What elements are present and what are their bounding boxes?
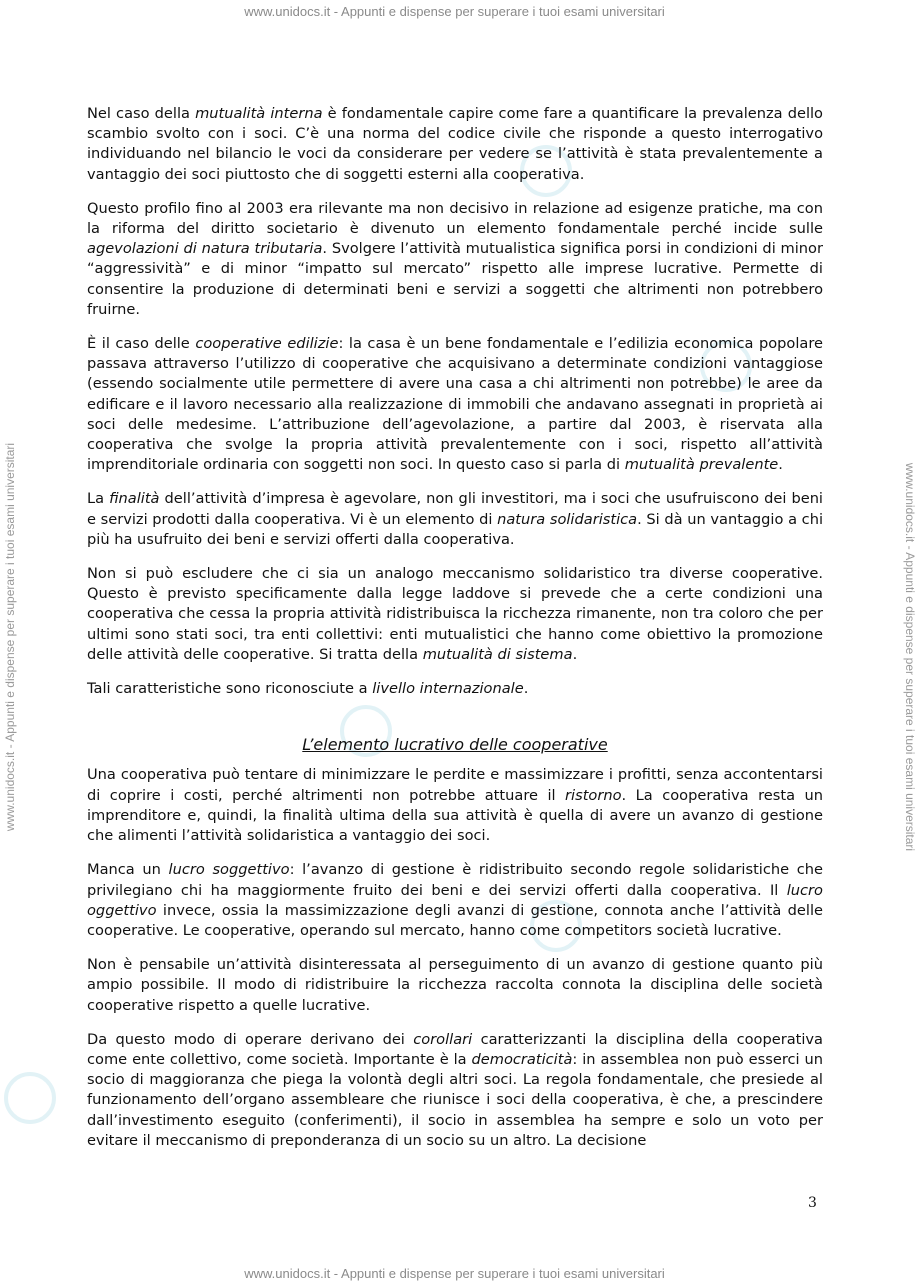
text-run: È il caso delle	[87, 335, 196, 353]
text-run: Questo profilo fino al 2003 era rilevante ma non decisivo in relazione ad esigenze pratiche, ma con la riforma del diritto societario è divenuto un elemento fondamentale perché incide sulle	[87, 199, 823, 238]
emphasis-text: democraticità	[471, 1050, 573, 1068]
emphasis-text: finalità	[109, 490, 160, 508]
paragraph	[87, 104, 823, 185]
emphasis-text: mutualità interna	[195, 105, 323, 122]
document-body	[87, 104, 823, 1165]
paragraph	[87, 334, 823, 475]
paragraph	[87, 765, 823, 846]
emphasis-text: corollari	[413, 1030, 473, 1048]
section-elemento-lucrativo	[87, 765, 823, 1150]
emphasis-text: livello internazionale	[372, 680, 524, 698]
paragraph	[87, 860, 823, 941]
paragraph	[87, 199, 823, 320]
text-run: Da questo modo di operare derivano dei	[87, 1030, 414, 1048]
paragraph	[87, 955, 823, 1016]
text-run: : l’avanzo di gestione è ridistribuito secondo regole solidaristiche che privilegiano chi ha maggiormente fruito dei beni e dei servizi offerti dalla cooperativa. Il	[87, 861, 824, 899]
watermark-logo-icon	[4, 1072, 56, 1124]
emphasis-text: agevolazioni di natura tributaria	[87, 240, 323, 258]
watermark-footer: www.unidocs.it - Appunti e dispense per superare i tuoi esami universitari	[244, 1266, 665, 1281]
text-run: è fondamentale capire come fare a quantificare la prevalenza dello scambio svolto con i soci. C’è una norma del codice civile che risponde a questo interrogativo individuando nel bilancio le voci da considerare per vedere se l’attività è stata prevalentemente a vantaggio dei soci piuttosto che di soggetti esterni alla cooperativa.	[87, 105, 823, 183]
text-run: : in assemblea non può esserci un socio di maggioranza che piega la volontà degli altri soci. La regola fondamentale, che presiede al funzionamento dell’organo assembleare che riunisce i soci della cooperativa, è che, a prescindere dall’investimento eseguito (conferimenti), il socio in assemblea ha sempre e solo un voto per evitare il meccanismo di preponderanza di un socio su un altro. La decisione	[87, 1050, 823, 1149]
text-run: dell’attività d’impresa è agevolare, non gli investitori, ma i soci che usufruiscono dei beni e servizi prodotti dalla cooperativa. Vi è un elemento di	[87, 490, 823, 528]
text-run: Non si può escludere che ci sia un analogo meccanismo solidaristico tra diverse cooperative. Questo è previsto specificamente dalla legge laddove si prevede che a certe condizioni una cooperativa che cessa la propria attività ridistribuisca la ricchezza rimanente, non tra coloro che per ultimi sono stati soci, tra enti collettivi: enti mutualistici che hanno come obiettivo la promozione delle attività delle cooperative. Si tratta della	[87, 565, 823, 663]
text-run: . Svolgere l’attività mutualistica significa porsi in condizioni di minor “aggressività” e di minor “impatto sul mercato” rispetto alle imprese lucrative. Permette di consentire la produzione di determinati beni e servizi a soggetti che altrimenti non potrebbero fruirne.	[87, 240, 823, 318]
paragraph	[87, 564, 823, 665]
text-run: : la casa è un bene fondamentale e l’edilizia economica popolare passava attraverso l’utilizzo di cooperative che acquisivano a determinate condizioni vantaggiose (essendo socialmente utile permettere di avere una casa a chi altrimenti non potrebbe) le aree da edificare e il lavoro necessario alla realizzazione di immobili che andavano assegnati in proprietà ai soci delle medesime. L’attribuzione dell’agevolazione, a partire dal 2003, è riservata alla cooperativa che svolge la propria attività prevalentemente con i soci, rispetto all’attività imprenditoriale ordinaria con soggetti non soci. In questo caso si parla di	[87, 335, 823, 474]
emphasis-text: cooperative edilizie	[195, 335, 339, 353]
text-run: Tali caratteristiche sono riconosciute a	[87, 680, 373, 698]
section-mutualita	[87, 104, 823, 699]
text-run: Una cooperativa può tentare di minimizzare le perdite e massimizzare i profitti, senza accontentarsi di coprire i costi, perché altrimenti non potrebbe attuare il	[87, 766, 823, 804]
text-run: .	[778, 456, 783, 474]
text-run: Nel caso della	[87, 105, 196, 122]
emphasis-text: lucro oggettivo	[87, 881, 823, 919]
text-run: .	[523, 680, 529, 698]
emphasis-text: mutualità di sistema	[422, 645, 573, 663]
paragraph	[87, 1030, 823, 1151]
emphasis-text: lucro soggettivo	[168, 861, 290, 879]
paragraph	[87, 679, 823, 699]
page-number: 3	[808, 1195, 817, 1211]
watermark-side-right: www.unidocs.it - Appunti e dispense per superare i tuoi esami universitari	[903, 462, 917, 852]
text-run: invece, ossia la massimizzazione degli avanzi di gestione, connota anche l’attività delle cooperative. Le cooperative, operando sul mercato, hanno come competitors società lucrative.	[87, 901, 823, 939]
text-run: caratterizzanti la disciplina della cooperativa come ente collettivo, come società. Importante è la	[87, 1030, 823, 1068]
text-run: . La cooperativa resta un imprenditore e, quindi, la finalità ultima della sua attività è quella di avere un avanzo di gestione che alimenti l’attività solidaristica a vantaggio dei soci.	[87, 786, 823, 845]
section-title: L’elemento lucrativo delle cooperative	[302, 735, 608, 755]
text-run: .	[572, 645, 578, 663]
text-run: . Si dà un vantaggio a chi più ha usufruito dei beni e servizi offerti dalla cooperativa.	[87, 510, 824, 548]
emphasis-text: mutualità prevalente	[624, 456, 779, 474]
text-run: Manca un	[87, 861, 169, 879]
watermark-header: www.unidocs.it - Appunti e dispense per superare i tuoi esami universitari	[244, 4, 665, 19]
text-run: La	[87, 490, 110, 508]
emphasis-text: natura solidaristica	[497, 510, 638, 528]
paragraph	[87, 489, 823, 550]
watermark-side-left: www.unidocs.it - Appunti e dispense per superare i tuoi esami universitari	[3, 442, 17, 832]
text-run: Non è pensabile un’attività disinteressata al perseguimento di un avanzo di gestione quanto più ampio possibile. Il modo di ridistribuire la ricchezza raccolta connota la disciplina delle società cooperative rispetto a quelle lucrative.	[87, 956, 823, 1014]
emphasis-text: ristorno	[565, 786, 622, 804]
